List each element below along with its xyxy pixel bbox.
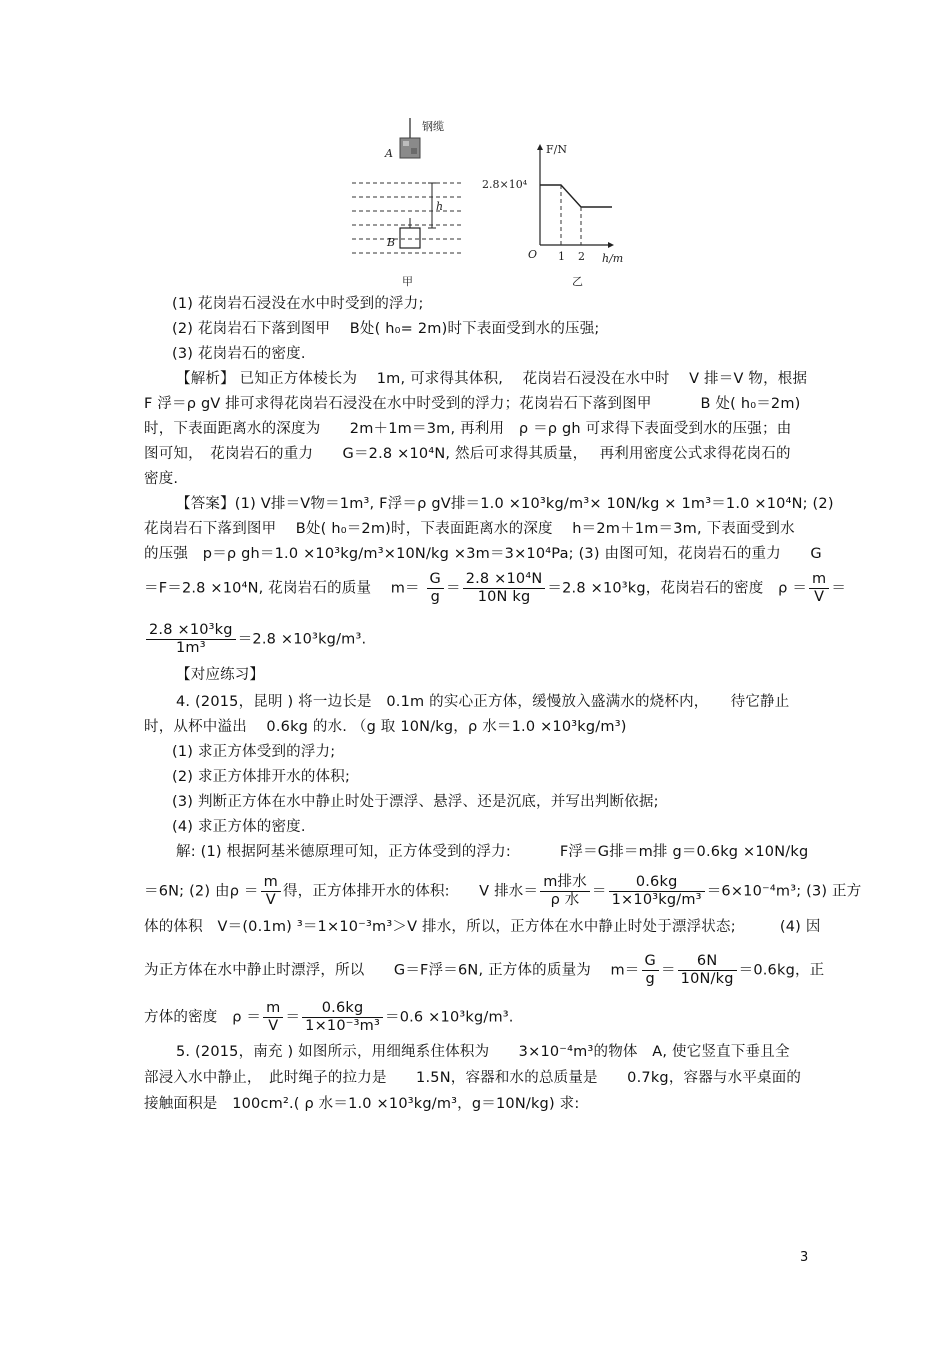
fraction-density-2: $\frac{0.6kg}{\text{1×10⁻³m³}}$	[302, 1000, 383, 1035]
solution-line-5: 方体的密度 ρ ＝ $\frac{m}{V}$ ＝ $\frac{0.6kg}{\text{1×10⁻³m³}}$ ＝0.6 ×10³kg/m³.	[144, 1000, 514, 1034]
problem-5-line-2: 部浸入水中静止， 此时绳子的拉力是 1.5N，容器和水的总质量是 0.7kg，容器与水平桌面的	[144, 1070, 802, 1086]
solution-l2d: ＝6×10⁻⁴m³; (3) 正方	[706, 883, 862, 900]
answer-line-1: 【答案】(1) V排＝V物＝1m³, F浮＝ρ gV排＝1.0 ×10³kg/m³× 10N/kg × 1m³＝1.0 ×10⁴N; (2)	[176, 496, 834, 512]
fraction-g-g: $\frac{G}{g}$	[642, 953, 659, 988]
question-2: (2) 花岗岩石下落到图甲 B处( h₀= 2m)时下表面受到水的压强;	[172, 321, 600, 337]
solution-line-1: 解: (1) 根据阿基米德原理可知，正方体受到的浮力: F浮＝G排＝m排 g＝0.6kg ×10N/kg	[176, 844, 809, 860]
graph-y-label: F/N	[546, 143, 567, 156]
solution-l2a: ＝6N; (2) 由ρ ＝	[144, 883, 259, 900]
analysis-line-3: 时，下表面距离水的深度为 2m＋1m＝3m, 再利用 ρ ＝ρ gh 可求得下表面受到水的压强；由	[144, 421, 792, 437]
question-1: (1) 花岗岩石浸没在水中时受到的浮力;	[172, 296, 424, 312]
solution-l2b: 得，正方体排开水的体积: V 排水＝	[282, 883, 539, 900]
figure-diagram	[340, 110, 640, 295]
answer-line-2: 花岗岩石下落到图甲 B处( h₀＝2m)时，下表面距离水的深度 h＝2m＋1m＝3m, 下表面受到水	[144, 521, 795, 537]
solution-l2c: ＝	[591, 883, 607, 900]
graph-y-value: 2.8×10⁴	[482, 178, 528, 191]
question-3: (3) 花岗岩石的密度.	[172, 346, 306, 362]
fraction-6n: $\frac{6N}{10N/kg}$	[678, 953, 737, 988]
practice-heading: 【对应练习】	[176, 667, 265, 683]
answer-l4a: ＝F＝2.8 ×10⁴N, 花岗岩石的质量 m＝	[144, 580, 420, 597]
label-a: A	[385, 147, 393, 160]
solution-l5a: 方体的密度 ρ ＝	[144, 1009, 262, 1026]
problem-4-q1: (1) 求正方体受到的浮力;	[172, 744, 336, 760]
analysis-line-4: 图可知， 花岗岩石的重力 G＝2.8 ×10⁴N, 然后可求得其质量， 再利用密度公式求得花岗石的	[144, 446, 791, 462]
solution-line-3: 体的体积 V＝(0.1m) ³＝1×10⁻³m³＞V 排水，所以，正方体在水中静止时处于漂浮状态; (4) 因	[144, 919, 821, 935]
caption-yi: 乙	[572, 275, 583, 288]
fraction-m-rho: $\frac{\text{m排水}}{\text{ρ 水}}$	[540, 874, 590, 909]
answer-line-4: ＝F＝2.8 ×10⁴N, 花岗岩石的质量 m＝ $\frac{G}{g}$ ＝ $\frac{\text{2.8 ×10⁴N}}{\text{10N kg}}$ ＝2.8 ×10³kg，花岗岩石的密度 ρ ＝ $\frac{m}{V}$ ＝	[144, 571, 847, 605]
fraction-m-v: $\frac{m}{V}$	[261, 874, 281, 909]
physics-figure	[340, 110, 640, 295]
fraction-density: $\frac{\text{2.8 ×10³kg}}{\text{1m³}}$	[146, 622, 236, 657]
problem-4-line-2: 时，从杯中溢出 0.6kg 的水. （g 取 10N/kg，ρ 水＝1.0 ×10³kg/m³)	[144, 719, 627, 735]
solution-l5b: ＝0.6 ×10³kg/m³.	[385, 1009, 514, 1026]
graph-x-label: h/m	[602, 252, 624, 265]
page-number: 3	[800, 1250, 809, 1265]
analysis-line-5: 密度.	[144, 471, 179, 487]
answer-l4b: ＝2.8 ×10³kg，花岗岩石的密度 ρ ＝	[547, 580, 808, 597]
problem-4-q2: (2) 求正方体排开水的体积;	[172, 769, 351, 785]
graph-x-tick-1: 1	[558, 250, 565, 263]
solution-l4b: ＝0.6kg，正	[738, 962, 825, 979]
problem-4-q4: (4) 求正方体的密度.	[172, 819, 306, 835]
caption-jia: 甲	[402, 275, 413, 288]
stone-b-block	[400, 228, 420, 248]
analysis-line-2: F 浮＝ρ gV 排可求得花岗岩石浸没在水中时受到的浮力；花岗岩石下落到图甲 B 处( h₀＝2m)	[144, 396, 801, 412]
solution-line-4: 为正方体在水中静止时漂浮，所以 G＝F浮＝6N, 正方体的质量为 m＝ $\frac{G}{g}$ ＝ $\frac{6N}{10N/kg}$ ＝0.6kg，正	[144, 953, 825, 987]
analysis-line-1: 【解析】 已知正方体棱长为 1m, 可求得其体积, 花岗岩石浸没在水中时 V 排＝V 物，根据	[176, 371, 808, 387]
answer-l4c: ＝	[831, 580, 847, 597]
problem-4-line-1: 4. (2015，昆明 ) 将一边长是 0.1m 的实心正方体，缓慢放入盛满水的烧杯内， 待它静止	[176, 694, 790, 710]
fraction-m-v-2: $\frac{m}{V}$	[263, 1000, 283, 1035]
fraction-volume: $\frac{0.6kg}{\text{1×10³kg/m³}}$	[609, 874, 705, 909]
cable-label: 钢缆	[422, 120, 444, 133]
answer-line-5	[144, 622, 366, 657]
problem-5-line-3: 接触面积是 100cm².( ρ 水＝1.0 ×10³kg/m³，g＝10N/kg) 求:	[144, 1096, 580, 1112]
label-b: B	[387, 236, 396, 249]
problem-5-line-1: 5. (2015，南充 ) 如图所示，用细绳系住体积为 3×10⁻⁴m³的物体 A, 使它竖直下垂且全	[176, 1044, 790, 1060]
answer-line-3: 的压强 p＝ρ gh＝1.0 ×10³kg/m³×10N/kg ×3m＝3×10⁴Pa; (3) 由图可知，花岗岩石的重力 G	[144, 546, 822, 562]
problem-4-q3: (3) 判断正方体在水中静止时处于漂浮、悬浮、还是沉底，并写出判断依据;	[172, 794, 659, 810]
solution-l4a: 为正方体在水中静止时漂浮，所以 G＝F浮＝6N, 正方体的质量为 m＝	[144, 962, 640, 979]
answer-l5b: ＝2.8 ×10³kg/m³.	[237, 631, 367, 648]
graph-force-curve	[540, 185, 612, 207]
fraction-g-over-g: $\frac{G}{g}$	[427, 571, 444, 606]
graph-origin: O	[528, 248, 538, 261]
label-h: h	[436, 200, 444, 213]
fraction-m-over-v: $\frac{m}{V}$	[809, 571, 829, 606]
solution-line-2	[144, 874, 861, 909]
graph-x-tick-2: 2	[578, 250, 585, 263]
fraction-weight: $\frac{\text{2.8 ×10⁴N}}{\text{10N kg}}$	[463, 571, 546, 606]
